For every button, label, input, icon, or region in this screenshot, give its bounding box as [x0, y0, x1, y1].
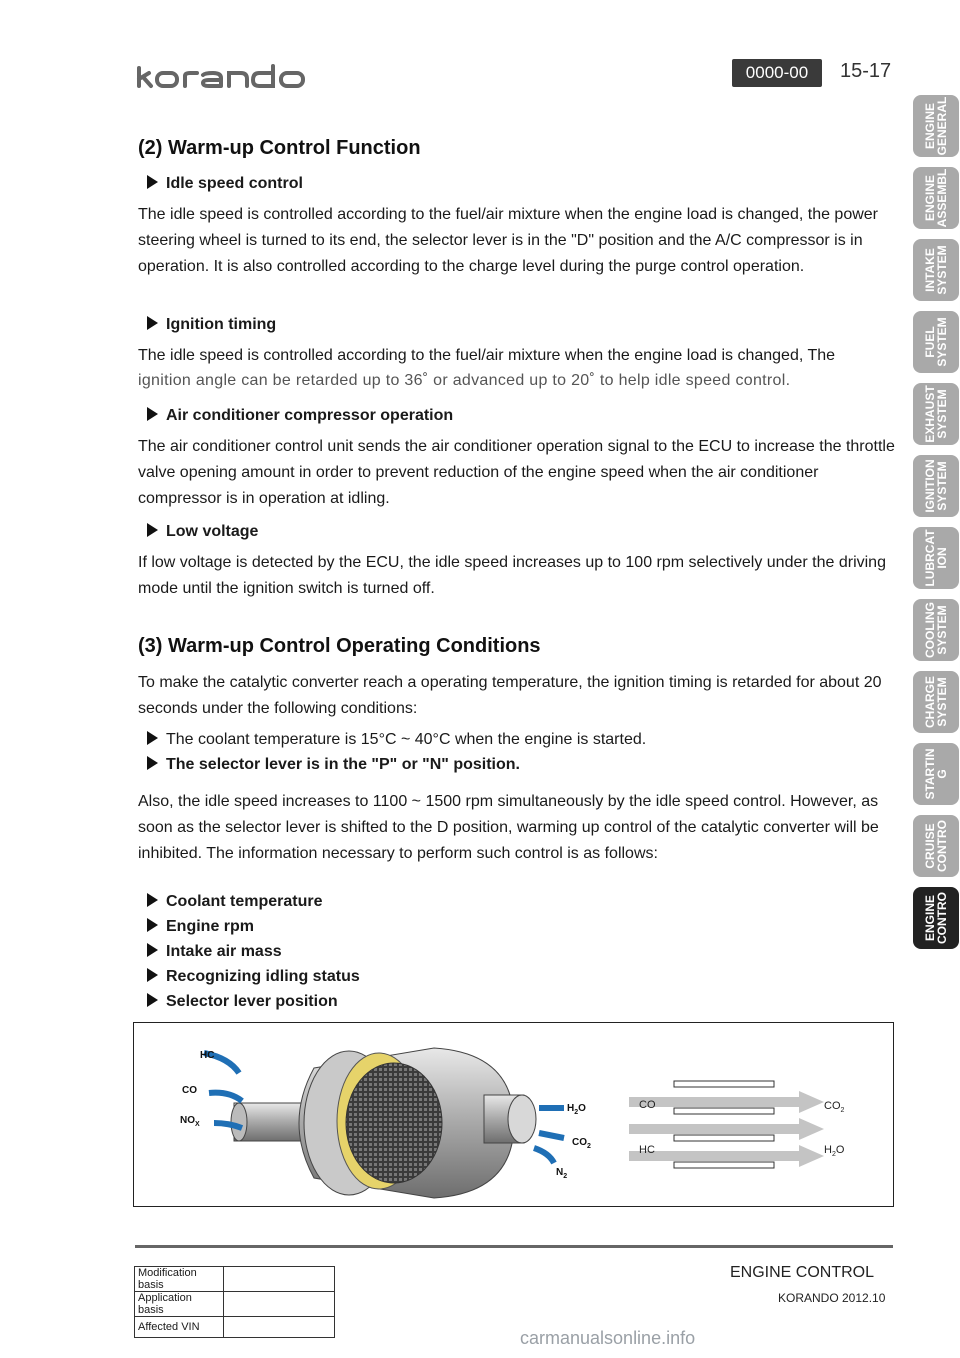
tab-cooling-system[interactable]: COOLING SYSTEM: [913, 599, 959, 661]
triangle-bullet-icon: [147, 407, 158, 421]
triangle-bullet-icon: [147, 523, 158, 537]
info-item: Selector lever position: [147, 993, 338, 1011]
triangle-bullet-icon: [147, 175, 158, 189]
tab-cruise-control[interactable]: CRUISE CONTRO: [913, 815, 959, 877]
reaction-diagram: [629, 1081, 845, 1168]
bullet-ac-compressor: Air conditioner compressor operation: [147, 407, 453, 425]
outlet-opening: [508, 1095, 536, 1143]
korando-logo: [135, 62, 315, 92]
co2-arrow-icon: [539, 1133, 564, 1138]
tab-intake-system[interactable]: INTAKE SYSTEM: [913, 239, 959, 301]
label-co: CO: [182, 1085, 197, 1096]
inlet-opening: [231, 1103, 247, 1141]
triangle-bullet-icon: [147, 756, 158, 770]
tab-starting[interactable]: STARTIN G: [913, 743, 959, 805]
n2-arrow-icon: [534, 1148, 554, 1163]
tab-engine-general[interactable]: ENGINE GENERAL: [913, 95, 959, 157]
tab-engine-assembly[interactable]: ENGINE ASSEMBL: [913, 167, 959, 229]
section-3-title: (3) Warm-up Control Operating Conditions: [138, 635, 541, 657]
low-voltage-paragraph: If low voltage is detected by the ECU, the idle speed increases up to 100 rpm selectively under the driving mode until the ignition switch is turned off.: [138, 554, 886, 597]
triangle-bullet-icon: [147, 918, 158, 932]
section-2-title: (2) Warm-up Control Function: [138, 137, 421, 159]
footer-rule: [135, 1245, 893, 1248]
footer-section-title: ENGINE CONTROL: [730, 1264, 875, 1281]
basis-table: [134, 1266, 335, 1338]
reaction-label-h2o: $H_2O$: [824, 1144, 845, 1158]
section-3-paragraph: Also, the idle speed increases to 1100 ~ 1500 rpm simultaneously by the idle speed control. However, as soon as the selector lever is shifted to the D position, warming up control of the catalytic converter will be inhibited. The information necessary to perform such control is as follows:: [138, 793, 879, 862]
idle-speed-paragraph: The idle speed is controlled according to the fuel/air mixture when the engine load is changed, the power steering wheel is turned to its end, the selector lever is in the "D" position and the A/C compressor is in operation. It is also controlled according to the charge level during the purge control operation.: [138, 206, 879, 275]
bullet-low-voltage: Low voltage: [147, 523, 258, 541]
co-arrow-icon: [209, 1093, 242, 1101]
label-n2: $N_2$: [556, 1167, 568, 1180]
triangle-bullet-icon: [147, 993, 158, 1007]
catalytic-converter-illustration: [134, 1023, 893, 1206]
triangle-bullet-icon: [147, 316, 158, 330]
label-nox: $NO_X$: [180, 1115, 200, 1128]
tab-fuel-system[interactable]: FUEL SYSTEM: [913, 311, 959, 373]
bullet-idle-speed: Idle speed control: [147, 175, 303, 193]
tab-charge-system[interactable]: CHARGE SYSTEM: [913, 671, 959, 733]
reaction-label-co: CO: [639, 1099, 656, 1111]
section-3-intro: To make the catalytic converter reach a operating temperature, the ignition timing is retarded for about 20 seconds under the following conditions:: [138, 674, 882, 717]
info-item: Coolant temperature: [147, 893, 322, 911]
ignition-timing-line-1: The idle speed is controlled according to the fuel/air mixture when the engine load is changed, The: [138, 347, 836, 364]
label-h2o: $H_2O$: [567, 1103, 586, 1116]
watermark: carmanualsonline.info: [520, 1328, 696, 1348]
tab-ignition-system[interactable]: IGNITION SYSTEM: [913, 455, 959, 517]
label-co2: $CO_2$: [572, 1137, 591, 1150]
ac-compressor-paragraph: The air conditioner control unit sends the air conditioner operation signal to the ECU to increase the throttle valve opening amount in order to prevent reduction of the engine speed when the air conditioner compressor is in operation at idling.: [138, 438, 895, 507]
tab-exhaust-system[interactable]: EXHAUST SYSTEM: [913, 383, 959, 445]
info-item: Intake air mass: [147, 943, 282, 961]
bullet-ignition-timing: Ignition timing: [147, 316, 276, 334]
triangle-bullet-icon: [147, 731, 158, 745]
table-row: Application basis: [135, 1292, 335, 1317]
catalytic-converter-figure: [133, 1022, 894, 1207]
nox-arrow-icon: [214, 1123, 242, 1128]
table-row: Affected VIN: [135, 1317, 335, 1338]
info-item: Engine rpm: [147, 918, 254, 936]
label-hc: HC: [200, 1050, 215, 1061]
page-number: 15-17: [840, 60, 892, 82]
footer-model-date: KORANDO 2012.10: [778, 1291, 886, 1305]
triangle-bullet-icon: [147, 943, 158, 957]
tab-lubrication[interactable]: LUBRCAT ION: [913, 527, 959, 589]
condition-coolant-temp: The coolant temperature is 15°C ~ 40°C when the engine is started.: [147, 731, 646, 749]
ignition-timing-line-2: ignition angle can be retarded up to 36˚ or advanced up to 20˚ to help idle speed control.: [138, 372, 791, 389]
section-code-badge: 0000-00: [732, 59, 822, 87]
condition-selector-lever: The selector lever is in the "P" or "N" position.: [147, 756, 520, 774]
triangle-bullet-icon: [147, 893, 158, 907]
reaction-label-hc: HC: [639, 1144, 655, 1156]
tab-engine-control[interactable]: ENGINE CONTRO: [913, 887, 959, 949]
table-row: Modification basis: [135, 1267, 335, 1292]
converter-substrate: [346, 1063, 442, 1183]
reaction-label-co2: $CO_2$: [824, 1100, 845, 1114]
info-item: Recognizing idling status: [147, 968, 360, 986]
triangle-bullet-icon: [147, 968, 158, 982]
